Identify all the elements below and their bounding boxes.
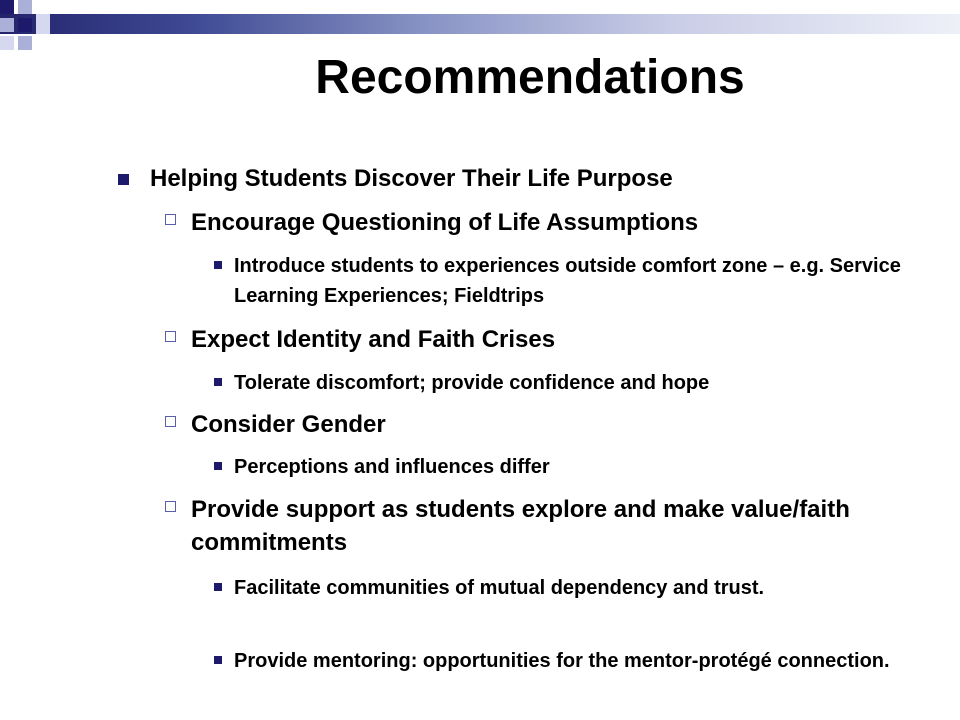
small-square-bullet-icon (214, 261, 222, 269)
square-bullet-icon (118, 174, 129, 185)
small-square-bullet-icon (214, 378, 222, 386)
main-bullet-text: Helping Students Discover Their Life Purpose (150, 165, 673, 192)
hollow-square-bullet-icon (165, 501, 176, 512)
small-square-bullet-icon (214, 656, 222, 664)
sub-heading-text: Encourage Questioning of Life Assumptions (191, 209, 699, 236)
detail-item-text: Perceptions and influences differ (234, 456, 550, 478)
detail-item-text: Facilitate communities of mutual dependency and trust. (234, 577, 765, 599)
detail-item-text: Provide mentoring: opportunities for the mentor-protégé connection. (234, 650, 890, 672)
sub-heading-text: Provide support as students explore and make value/faith commitments (191, 496, 850, 556)
small-square-bullet-icon (214, 462, 222, 470)
hollow-square-bullet-icon (165, 214, 176, 225)
small-square-bullet-icon (214, 583, 222, 591)
detail-item-text: Introduce students to experiences outside comfort zone – e.g. Service Learning Experiences; Fieldtrips (234, 255, 901, 307)
slide-title: Recommendations (315, 51, 745, 104)
sub-heading-text: Consider Gender (191, 411, 386, 438)
hollow-square-bullet-icon (165, 331, 176, 342)
hollow-square-bullet-icon (165, 416, 176, 427)
sub-heading-text: Expect Identity and Faith Crises (191, 326, 556, 353)
detail-item-text: Tolerate discomfort; provide confidence and hope (234, 372, 710, 394)
